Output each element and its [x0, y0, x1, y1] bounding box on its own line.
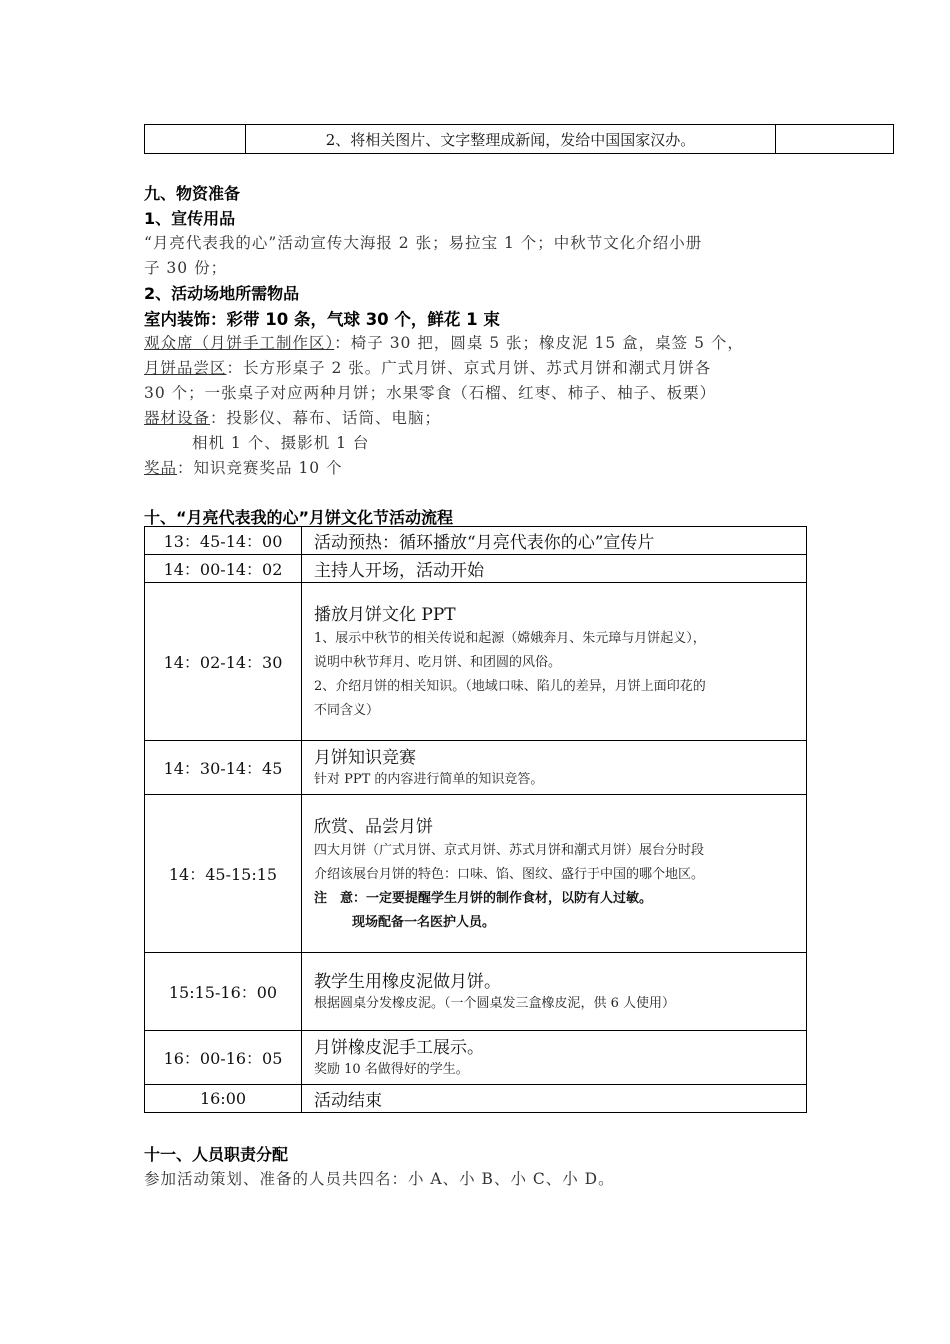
table-cell: 2、将相关图片、文字整理成新闻，发给中国国家汉办。 [246, 125, 776, 154]
schedule-table [144, 526, 807, 1113]
text-line: 子 30 份； [144, 259, 228, 277]
desc-cell [302, 953, 807, 1031]
table-row [145, 555, 807, 583]
table-row [145, 583, 807, 741]
subsection-title: 2、活动场地所需物品 [144, 284, 300, 303]
row-line: 根据圆桌分发橡皮泥。（一个圆桌发三盒橡皮泥，供 6 人使用） [314, 996, 676, 1011]
desc-cell [302, 741, 807, 795]
tasting-text: ：长方形桌子 2 张。广式月饼、京式月饼、苏式月饼和潮式月饼各 [226, 359, 712, 377]
row-line: 1、展示中秋节的相关传说和起源（嫦娥奔月、朱元璋与月饼起义）， [314, 631, 706, 646]
row-line: 说明中秋节拜月、吃月饼、和团圆的风俗。 [314, 655, 562, 670]
section-9-title: 九、物资准备 [144, 184, 241, 203]
text-line: “月亮代表我的心”活动宣传大海报 2 张；易拉宝 1 个；中秋节文化介绍小册 [144, 234, 703, 252]
subsection-title: 1、宣传用品 [144, 209, 236, 228]
text-line: 相机 1 个、摄影机 1 台 [192, 434, 370, 452]
row-title: 播放月饼文化 PPT [314, 605, 456, 625]
table-row [145, 1085, 807, 1113]
equip-label: 器材设备 [144, 409, 211, 427]
desc-cell [302, 795, 807, 953]
tasting-label: 月饼品尝区 [144, 359, 227, 377]
row-line: 针对 PPT 的内容进行简单的知识竞答。 [314, 772, 544, 787]
row-line: 不同含义） [314, 703, 380, 718]
table-row [145, 527, 807, 555]
desc-cell [302, 527, 807, 555]
desc-cell [302, 1085, 807, 1113]
prize-label: 奖品 [144, 459, 178, 477]
row-title: 教学生用橡皮泥做月饼。 [314, 972, 501, 992]
time-cell: 15:15-16：00 [145, 953, 302, 1031]
row-title: 月饼知识竞赛 [314, 748, 416, 768]
equip-text: ：投影仪、幕布、话筒、电脑； [210, 409, 442, 427]
table-row [145, 1031, 807, 1085]
time-cell: 14：00-14：02 [145, 555, 302, 583]
time-cell: 14：45-15:15 [145, 795, 302, 953]
row-line: 2、介绍月饼的相关知识。（地域口味、陷儿的差异，月饼上面印花的 [314, 679, 706, 694]
row-title: 欣赏、品尝月饼 [314, 817, 433, 837]
table-row [145, 953, 807, 1031]
section-10-title: 十、“月亮代表我的心”月饼文化节活动流程 [144, 508, 454, 527]
row-line: 介绍该展台月饼的特色：口味、馅、图纹、盛行于中国的哪个地区。 [314, 867, 705, 882]
row-title: 月饼橡皮泥手工展示。 [314, 1038, 484, 1058]
audience-text: ：椅子 30 把，圆桌 5 张；橡皮泥 15 盒，桌签 5 个， [334, 334, 744, 352]
row-title: 主持人开场，活动开始 [314, 561, 484, 581]
text-line [144, 456, 343, 478]
table-row [145, 741, 807, 795]
text-line [144, 406, 441, 428]
time-cell: 14：30-14：45 [145, 741, 302, 795]
time-cell: 16:00 [145, 1085, 302, 1113]
audience-label: 观众席（月饼手工制作区） [144, 334, 335, 352]
text-line: 参加活动策划、准备的人员共四名：小 A、小 B、小 C、小 D。 [144, 1170, 615, 1188]
text-line: 30 个；一张桌子对应两种月饼；水果零食（石榴、红枣、柿子、柚子、板栗） [144, 384, 717, 402]
prize-text: ：知识竞赛奖品 10 个 [177, 459, 343, 477]
top-table [144, 124, 894, 154]
decoration-line: 室内装饰：彩带 10 条，气球 30 个，鲜花 1 束 [144, 310, 500, 329]
text-line [144, 331, 744, 353]
row-line: 奖励 10 名做得好的学生。 [314, 1062, 469, 1077]
row-title: 活动结束 [314, 1091, 382, 1111]
time-cell: 13：45-14：00 [145, 527, 302, 555]
row-title: 活动预热：循环播放“月亮代表你的心”宣传片 [314, 533, 655, 553]
section-11-title: 十一、人员职责分配 [144, 1145, 289, 1164]
desc-cell [302, 1031, 807, 1085]
desc-cell [302, 555, 807, 583]
table-row [145, 795, 807, 953]
time-cell: 16：00-16：05 [145, 1031, 302, 1085]
warning-line: 注 意：一定要提醒学生月饼的制作食材，以防有人过敏。 [314, 891, 653, 906]
warning-line: 现场配备一名医护人员。 [352, 915, 496, 930]
table-cell [145, 125, 246, 154]
desc-cell [302, 583, 807, 741]
text-line [144, 356, 711, 378]
row-line: 四大月饼（广式月饼、京式月饼、苏式月饼和潮式月饼）展台分时段 [314, 843, 705, 858]
table-cell [776, 125, 894, 154]
time-cell: 14：02-14：30 [145, 583, 302, 741]
